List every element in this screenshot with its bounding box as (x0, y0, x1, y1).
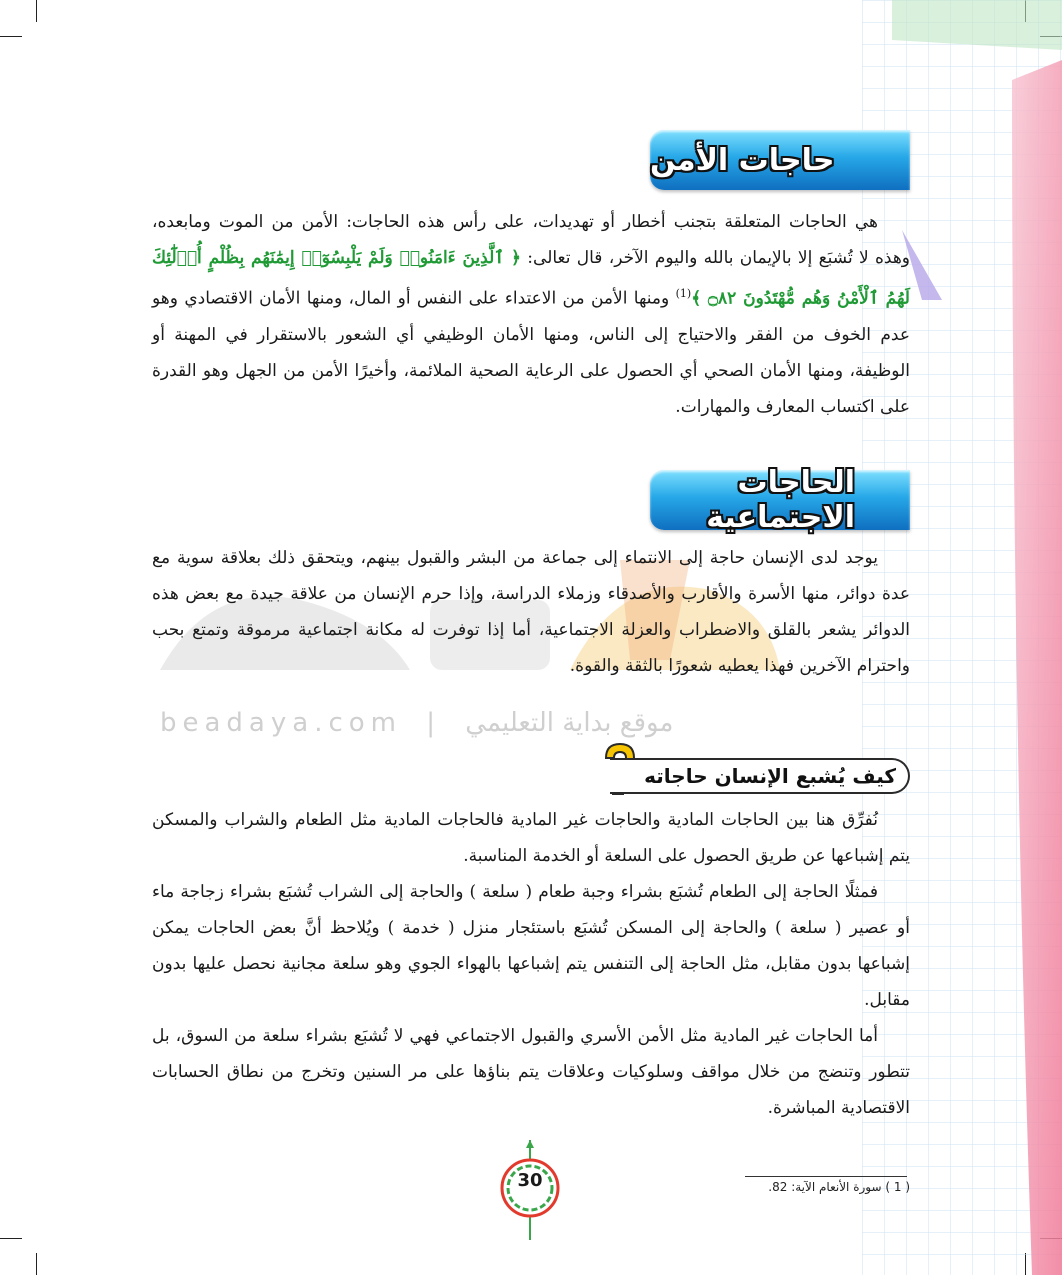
crop-mark (0, 36, 22, 37)
watermark-separator: | (426, 708, 442, 738)
satisfy-heading-text: كيف يُشبع الإنسان حاجاته (644, 764, 896, 788)
social-paragraph (152, 540, 910, 684)
satisfy-paragraphs (152, 802, 910, 1126)
watermark-text (160, 708, 673, 738)
crop-mark (36, 0, 37, 22)
quran-verse: ﴿ ٱلَّذِينَ ءَامَنُوا۟ وَلَمْ يَلْبِسُوٓا۟ إِيمَٰنَهُم بِظُلْمٍ أُو۟لَٰٓئِكَ لَهُمُ ٱلْأَمْنُ وَهُم مُّهْتَدُونَ ۝٨٢ ﴾ (152, 248, 910, 309)
security-line2: وهذه لا تُشبَع إلا بالإيمان بالله واليوم الآخر، قال تعالى: (527, 248, 910, 268)
social-heading-text: الحاجات الاجتماعية (706, 465, 855, 535)
security-line1: هي الحاجات المتعلقة بتجنب أخطار أو تهديدات، على رأس هذه الحاجات: الأمن من الموت ومابعده، (152, 212, 878, 232)
watermark-tagline: موقع بداية التعليمي (465, 708, 674, 738)
social-heading (650, 465, 910, 535)
security-body: ومنها الأمن من الاعتداء على النفس أو المال، ومنها الأمان الاقتصادي وهو عدم الخوف من الفقر والاحتياج إلى الناس، ومنها الأمان الوظيفي أي الشعور بالاستقرار في المهنة أو الوظيفة، ومنها الأمان الصحي أي الحصول على الرعاية الصحية الملائمة، وأخيرًا الأمن من الجهل وهو القدرة على اكتساب المعارف والمهارات. (152, 288, 910, 417)
security-paragraph (152, 204, 910, 425)
satisfy-paragraph-1: نُفرِّق هنا بين الحاجات المادية والحاجات غير المادية فالحاجات المادية مثل الطعام والشراب والمسكن يتم إشباعها عن طريق الحصول على السلعة أو الخدمة المناسبة. (152, 810, 910, 866)
satisfy-paragraph-3: أما الحاجات غير المادية مثل الأمن الأسري والقبول الاجتماعي فهي لا تُشبَع بشراء سلعة من السوق، بل تتطور وتنضج من خلال مواقف وسلوكيات وعلاقات يتم بناؤها على مر السنين وتخرج من نطاق الحسابات الاقتصادية المباشرة. (152, 1026, 910, 1118)
social-body: يوجد لدى الإنسان حاجة إلى الانتماء إلى جماعة من البشر والقبول بينهم، ويتحقق ذلك بعلاقة سوية مع عدة دوائر، منها الأسرة والأقارب والأصدقاء وزملاء الدراسة، وإذا حرم الإنسان من علاقة جيدة مع بعض هذه الدوائر يشعر بالقلق والاضطراب والعزلة الاجتماعية، أما إذا توفرت له مكانة اجتماعية مرموقة وتمتع بحب واحترام الآخرين فهذا يعطيه شعورًا بالثقة والقوة. (152, 548, 910, 676)
footnote-divider (745, 1176, 907, 1177)
crop-mark (0, 1238, 22, 1239)
satisfy-paragraph-2: فمثلًا الحاجة إلى الطعام تُشبَع بشراء وجبة طعام ( سلعة ) والحاجة إلى الشراب تُشبَع بشراء زجاجة ماء أو عصير ( سلعة ) والحاجة إلى المسكن تُشبَع باستئجار منزل ( خدمة ) ويُلاحظ أنَّ بعض الحاجات يمكن إشباعها بدون مقابل، مثل الحاجة إلى التنفس يتم إشباعها بالهواء الجوي وهو سلعة مجانية نحصل عليها بدون مقابل. (152, 882, 910, 1010)
page-number: 30 (517, 1170, 543, 1191)
watermark-site: beadaya.com (160, 708, 402, 738)
footnote-reference: (1) (675, 287, 692, 300)
satisfy-heading (610, 758, 910, 794)
footnote: ( 1 ) سورة الأنعام الآية: 82. (768, 1180, 910, 1194)
crop-mark (36, 1253, 37, 1275)
security-heading-text: حاجات الأمن (650, 142, 835, 178)
security-heading (650, 130, 910, 190)
